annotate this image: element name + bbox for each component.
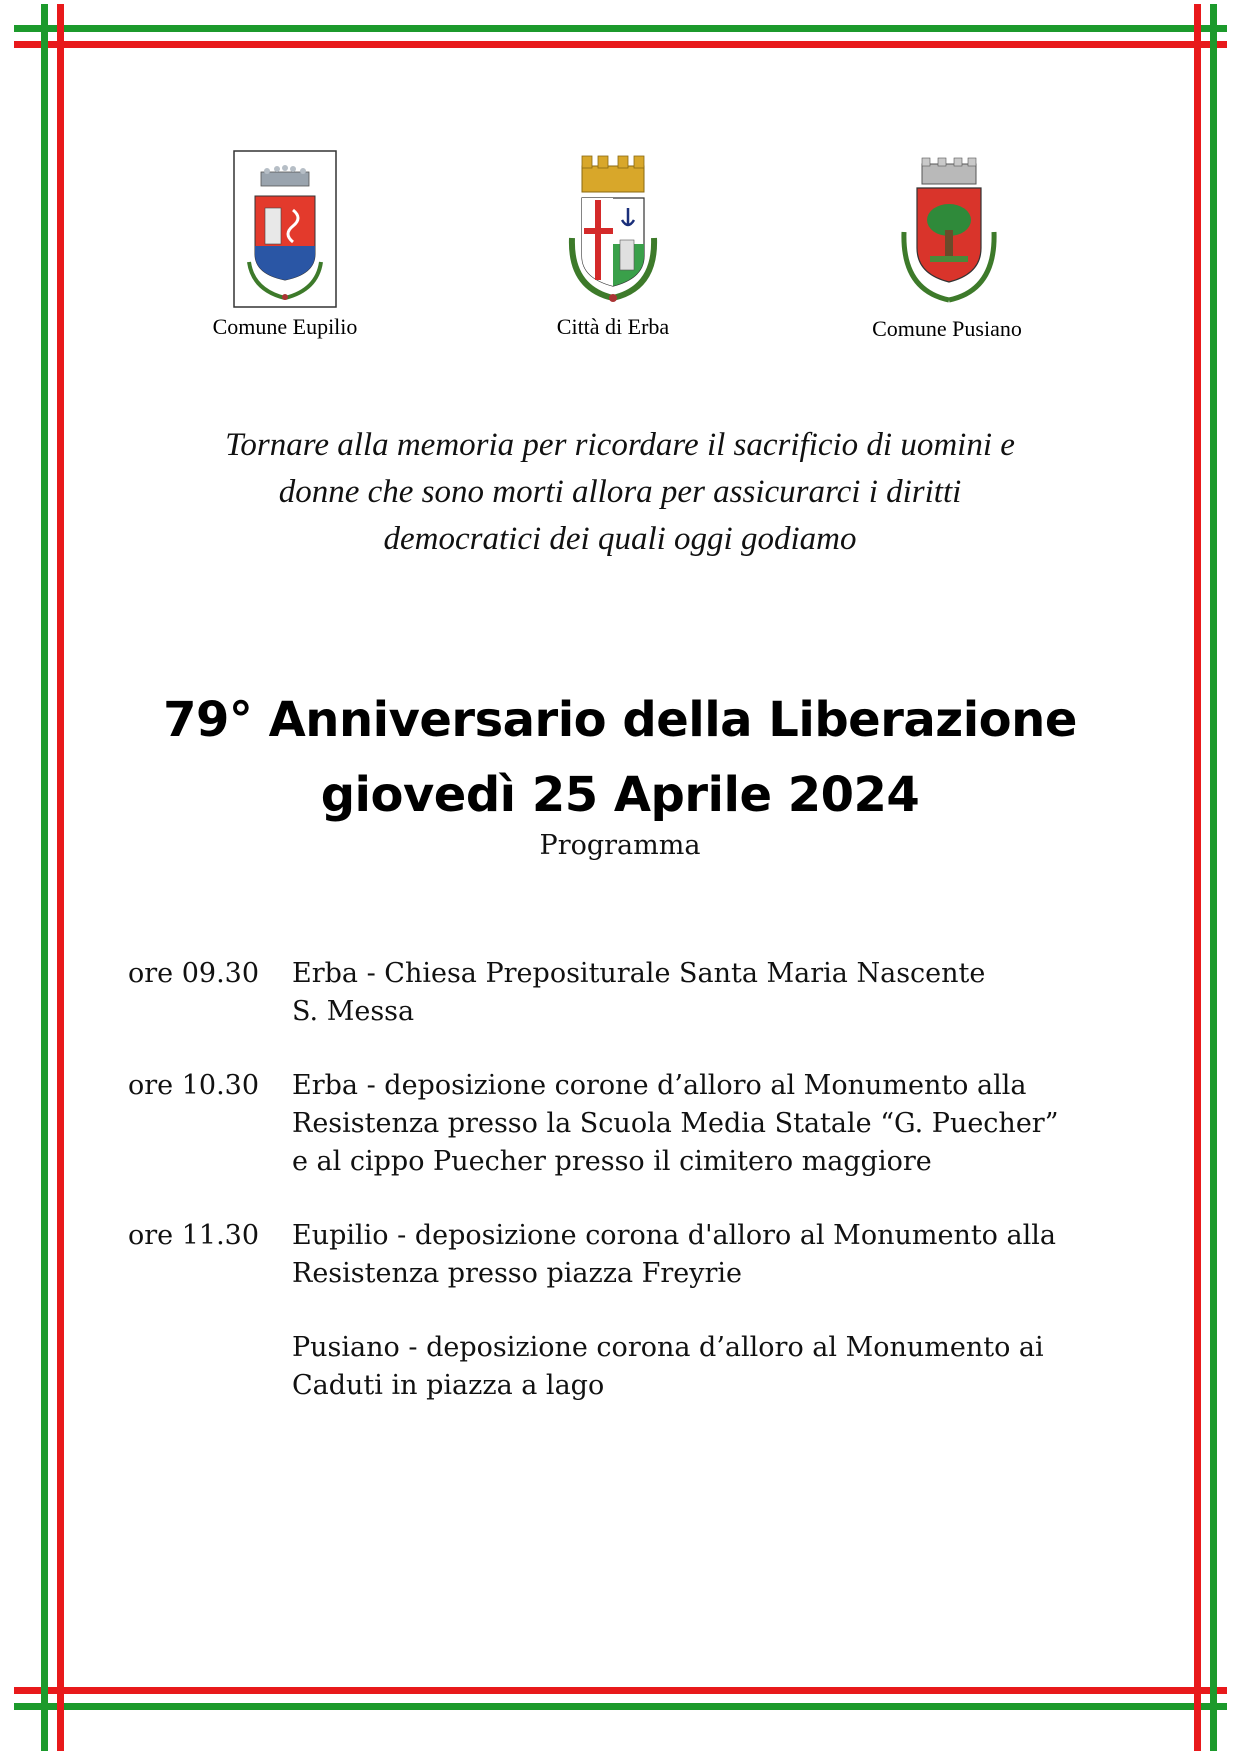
event-title xyxy=(60,683,1180,833)
program-description xyxy=(292,1067,1128,1181)
frame-bottom-red-line xyxy=(14,1687,1227,1694)
pusiano-coat-of-arms-icon xyxy=(882,150,1012,310)
program-time: ore 10.30 xyxy=(128,1070,260,1101)
program-item xyxy=(128,1217,1128,1293)
erba-coat-of-arms-icon xyxy=(548,148,678,308)
crest-pusiano xyxy=(817,150,1077,342)
crest-erba xyxy=(483,148,743,340)
intro-line: Tornare alla memoria per ricordare il sacrificio di uomini e xyxy=(225,427,1015,463)
frame-right-green-line xyxy=(1210,4,1217,1751)
program-line: Pusiano - deposizione corona d’alloro al Monumento ai xyxy=(292,1332,1044,1363)
program-line: Eupilio - deposizione corona d'alloro al Monumento alla xyxy=(292,1220,1056,1251)
program-line: Erba - deposizione corone d’alloro al Monumento alla xyxy=(292,1070,1027,1101)
program-line: Caduti in piazza a lago xyxy=(292,1370,605,1401)
title-line-date: giovedì 25 Aprile 2024 xyxy=(320,767,920,823)
program-line: Erba - Chiesa Prepositurale Santa Maria Nascente xyxy=(292,958,986,989)
program-description xyxy=(292,1217,1128,1293)
frame-left-green-line xyxy=(41,4,48,1751)
program-description xyxy=(292,955,1128,1031)
intro-text xyxy=(100,422,1140,563)
program-item xyxy=(128,955,1128,1031)
program-item xyxy=(128,1067,1128,1181)
title-line-anniversary: 79° Anniversario della Liberazione xyxy=(163,692,1077,748)
frame-top-green-line xyxy=(14,25,1227,32)
program-time xyxy=(128,1329,292,1405)
program-time: ore 11.30 xyxy=(128,1220,260,1251)
frame-left-red-line xyxy=(57,4,64,1751)
crest-eupilio xyxy=(155,150,415,340)
crest-label-pusiano: Comune Pusiano xyxy=(872,316,1022,341)
eupilio-coat-of-arms-icon xyxy=(233,150,337,308)
program-item xyxy=(128,1329,1128,1405)
program-line: e al cippo Puecher presso il cimitero maggiore xyxy=(292,1146,932,1177)
crest-label-eupilio: Comune Eupilio xyxy=(212,314,358,339)
frame-right-red-line xyxy=(1194,4,1201,1751)
program-time: ore 09.30 xyxy=(128,958,260,989)
program-line: S. Messa xyxy=(292,996,415,1027)
intro-line: democratici dei quali oggi godiamo xyxy=(383,521,857,557)
program-list xyxy=(128,955,1128,1441)
frame-bottom-green-line xyxy=(14,1703,1227,1710)
crest-label-erba: Città di Erba xyxy=(556,314,670,339)
program-description xyxy=(292,1329,1128,1405)
frame-top-red-line xyxy=(14,41,1227,48)
program-line: Resistenza presso la Scuola Media Statale “G. Puecher” xyxy=(292,1108,1059,1139)
program-line: Resistenza presso piazza Freyrie xyxy=(292,1258,743,1289)
program-heading: Programma xyxy=(539,830,701,861)
intro-line: donne che sono morti allora per assicurarci i diritti xyxy=(278,474,962,510)
